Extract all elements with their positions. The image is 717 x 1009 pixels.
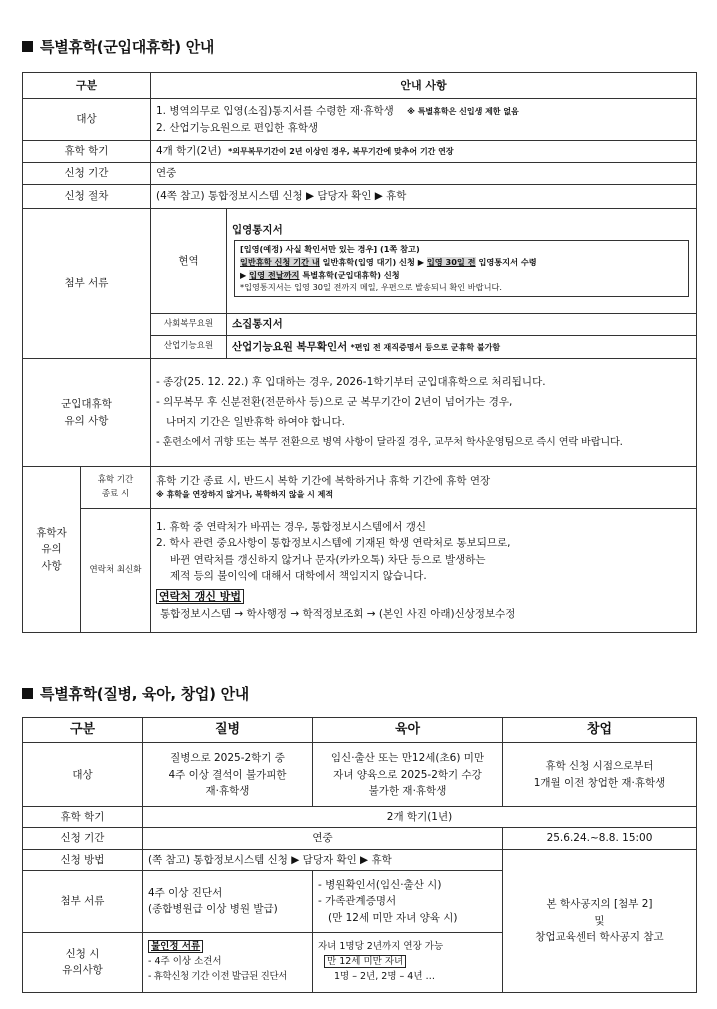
label-term: 휴학 학기 [23,141,151,163]
label2-method: 신청 방법 [23,849,143,870]
label2-target: 대상 [23,743,143,807]
value2-target-startup: 휴학 신청 시점으로부터 1개월 이전 창업한 재·휴학생 [503,743,697,807]
enlistment-info-box: [입영(예정) 사실 확인서만 있는 경우] (1쪽 참고) 일반휴학 신청 기간 내 일반휴학(입영 대기) 신청 ▶ 입영 30일 전 입영통지서 수령 ▶ 입영 전날까지 특별휴학(군입대휴학) 신청 *입영통지서는 입영 30일 전까지 메일, 우편으로 발송되니 확인 바랍니다. [234,240,689,297]
header2-category: 구분 [23,718,143,743]
military-leave-table [22,72,697,633]
row-procedure [23,185,697,209]
label2-documents: 첨부 서류 [23,870,143,932]
value2-term: 2개 학기(1년) [143,807,697,828]
value2-target-illness: 질병으로 2025-2학기 중 4주 이상 결석이 불가피한 재·휴학생 [143,743,313,807]
label-military-notes: 군입대휴학 유의 사항 [23,359,151,467]
square-bullet-icon [22,41,33,52]
row-target [23,99,697,141]
row-period [23,163,697,185]
row2-method [23,849,697,870]
value-period: 연중 [151,163,697,185]
header-category: 구분 [23,73,151,99]
value-leave-end: 휴학 기간 종료 시, 반드시 복학 기간에 복학하거나 휴학 기간에 휴학 연장 ※ 휴학을 연장하지 않거나, 복학하지 않을 시 제적 [151,467,697,509]
table-header-row [23,73,697,99]
value2-startup-docs: 본 학사공지의 [첨부 2] 및 창업교육센터 학사공지 참고 [503,849,697,992]
label-active-duty: 현역 [151,209,227,314]
label-leave-end: 휴학 기간 종료 시 [81,467,151,509]
label-contact-update: 연락처 최신화 [81,509,151,633]
row-documents-active [23,209,697,314]
row2-target [23,743,697,807]
value-term: 4개 학기(2년) *의무복무기간이 2년 이상인 경우, 복무기간에 맞추어 기간 연장 [151,141,697,163]
value-contact-update: 1. 휴학 중 연락처가 바뀌는 경우, 통합정보시스템에서 갱신 2. 학사 관련 중요사항이 통합정보시스템에 기재된 학생 연락처로 통보되므로, 바뀐 연락처를 갱신하지 않거나 문자(카카오톡) 차단 등으로 발생하는 제적 등의 불이익에 대해서 대학에서 책임지지 않습니다. 연락처 갱신 방법 통합정보시스템 → 학사행정 → 학적정보조회 → (본인 사진 아래)신상정보수정 [151,509,697,633]
special-leave-table [22,717,697,993]
value2-documents-childcare: - 병원확인서(임신·출산 시) - 가족관계증명서 (만 12세 미만 자녀 양육 시) [313,870,503,932]
table2-header-row [23,718,697,743]
row2-term [23,807,697,828]
value2-period-startup: 25.6.24.~8.8. 15:00 [503,828,697,849]
label2-period: 신청 기간 [23,828,143,849]
header2-startup: 창업 [503,718,697,743]
header2-childcare: 육아 [313,718,503,743]
value2-caution-illness: 불인정 서류 - 4주 이상 소견서 - 휴학신청 기간 이전 발급된 진단서 [143,932,313,992]
label-period: 신청 기간 [23,163,151,185]
square-bullet-icon [22,688,33,699]
row-military-notes [23,359,697,467]
child-age-box: 만 12세 미만 자녀 [324,955,406,968]
value-procedure: (4쪽 참고) 통합정보시스템 신청 ▶ 담당자 확인 ▶ 휴학 [151,185,697,209]
rejected-docs-title: 불인정 서류 [148,940,203,953]
value-military-notes: - 종강(25. 12. 22.) 후 입대하는 경우, 2026-1학기부터 군입대휴학으로 처리됩니다. - 의무복무 후 신분전환(전문하사 등)으로 군 복무기간이 2년이 넘어가는 경우, 나머지 기간은 일반휴학 하여야 합니다. - 훈련소에서 귀향 또는 복무 전환으로 병역 사항이 달라질 경우, 교무처 학사운영팀으로 즉시 연락 바랍니다. [151,359,697,467]
label-industrial-service: 산업기능요원 [151,336,227,359]
value-target: 1. 병역의무로 입영(소집)통지서를 수령한 재·휴학생 ※ 특별휴학은 신입생 제한 없음 2. 산업기능요원으로 편입한 휴학생 [151,99,697,141]
row-contact-update [23,509,697,633]
row-term [23,141,697,163]
row2-period [23,828,697,849]
value-active-duty: 입영통지서 [입영(예정) 사실 확인서만 있는 경우] (1쪽 참고) 일반휴학 신청 기간 내 일반휴학(입영 대기) 신청 ▶ 입영 30일 전 입영통지서 수령 ▶ 입영 전날까지 특별휴학(군입대휴학) 신청 *입영통지서는 입영 30일 전까지 메일, 우편으로 발송되니 확인 바랍니다. [227,209,697,314]
section1-title: 특별휴학(군입대휴학) 안내 [22,36,214,57]
value2-method: (쪽 참고) 통합정보시스템 신청 ▶ 담당자 확인 ▶ 휴학 [143,849,503,870]
contact-method-title: 연락처 갱신 방법 [156,589,244,604]
value2-target-childcare: 임신·출산 또는 만12세(초6) 미만 자녀 양육으로 2025-2학기 수강 불가한 재·휴학생 [313,743,503,807]
label2-caution: 신청 시 유의사항 [23,932,143,992]
value2-documents-illness: 4주 이상 진단서 (종합병원급 이상 병원 발급) [143,870,313,932]
label2-term: 휴학 학기 [23,807,143,828]
section2-title: 특별휴학(질병, 육아, 창업) 안내 [22,683,249,704]
value-industrial-service: 산업기능요원 복무확인서 *편입 전 재직증명서 등으로 군휴학 불가함 [227,336,697,359]
value2-caution-childcare: 자녀 1명당 2년까지 연장 가능 만 12세 미만 자녀 1명 – 2년, 2명 – 4년 … [313,932,503,992]
label-student-notes: 휴학자 유의 사항 [23,467,81,633]
label-documents: 첨부 서류 [23,209,151,359]
label-procedure: 신청 절차 [23,185,151,209]
header-info: 안내 사항 [151,73,697,99]
value-social-service: 소집통지서 [227,314,697,336]
row-leave-end [23,467,697,509]
label-target: 대상 [23,99,151,141]
value2-period: 연중 [143,828,503,849]
header2-illness: 질병 [143,718,313,743]
label-social-service: 사회복무요원 [151,314,227,336]
